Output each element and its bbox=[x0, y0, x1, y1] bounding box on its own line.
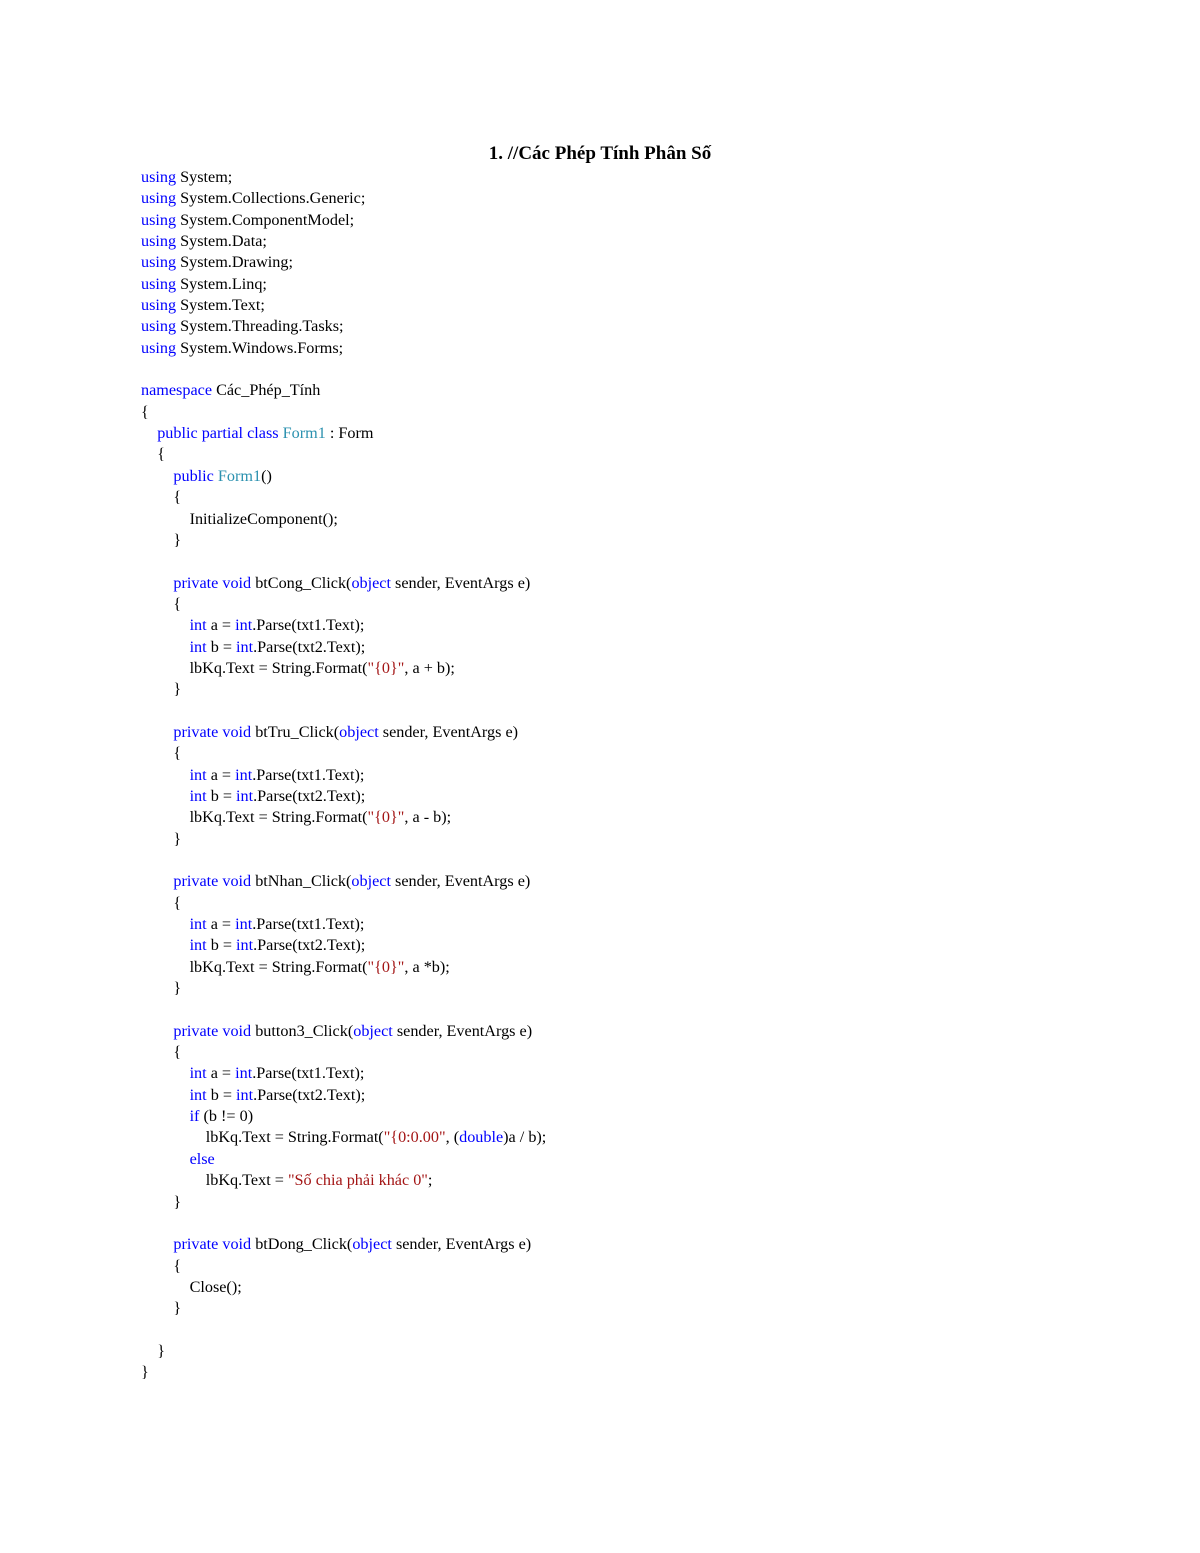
code-text: sender, EventArgs e) bbox=[391, 1235, 532, 1254]
code-text: } bbox=[141, 530, 182, 549]
code-text: System; bbox=[176, 168, 233, 186]
code-text: b = bbox=[206, 637, 237, 656]
code-text: { bbox=[141, 744, 182, 763]
code-text: System.Data; bbox=[176, 232, 267, 251]
code-text: sender, EventArgs e) bbox=[390, 872, 531, 891]
code-keyword: using bbox=[141, 317, 177, 336]
code-text bbox=[141, 723, 173, 741]
code-text: , a - b); bbox=[404, 808, 452, 827]
code-line bbox=[141, 765, 546, 786]
code-keyword: int bbox=[189, 1064, 207, 1083]
code-text: sender, EventArgs e) bbox=[391, 573, 531, 592]
code-text: sender, EventArgs e) bbox=[378, 722, 519, 741]
code-line bbox=[141, 1021, 546, 1042]
code-string: "{0:0.00" bbox=[383, 1128, 446, 1147]
code-keyword: int bbox=[189, 915, 207, 934]
code-text bbox=[141, 424, 157, 442]
code-keyword: int bbox=[236, 786, 254, 805]
code-keyword: else bbox=[189, 1149, 215, 1168]
code-text: System.Collections.Generic; bbox=[176, 189, 366, 208]
code-text bbox=[141, 467, 173, 485]
code-keyword: object bbox=[351, 872, 391, 891]
code-text: btTru_Click( bbox=[251, 722, 340, 741]
code-text: .Parse(txt2.Text); bbox=[253, 786, 366, 805]
code-keyword: namespace bbox=[141, 381, 213, 400]
code-line bbox=[141, 466, 546, 487]
code-keyword: int bbox=[189, 616, 207, 635]
code-text: b = bbox=[206, 1085, 237, 1104]
code-text: lbKq.Text = String.Format( bbox=[141, 957, 368, 976]
code-keyword: using bbox=[141, 274, 177, 293]
code-line bbox=[141, 1149, 546, 1170]
code-text: Close(); bbox=[141, 1277, 242, 1296]
code-keyword: double bbox=[459, 1128, 504, 1147]
code-line bbox=[141, 807, 546, 828]
code-string: "{0}" bbox=[367, 658, 405, 677]
code-text: lbKq.Text = String.Format( bbox=[141, 808, 368, 827]
code-text bbox=[141, 787, 190, 805]
code-text: , a *b); bbox=[404, 957, 450, 976]
code-keyword: using bbox=[141, 253, 177, 272]
code-keyword: int bbox=[189, 1085, 207, 1104]
code-text: } bbox=[141, 1341, 165, 1360]
code-line bbox=[141, 1320, 546, 1341]
code-text: { bbox=[141, 1256, 182, 1275]
code-keyword: private void bbox=[173, 872, 252, 891]
code-text: .Parse(txt1.Text); bbox=[252, 765, 365, 784]
code-line bbox=[141, 509, 546, 530]
code-keyword: private void bbox=[173, 1235, 252, 1254]
code-text bbox=[141, 872, 173, 890]
code-line bbox=[141, 210, 546, 231]
code-keyword: object bbox=[339, 722, 379, 741]
code-line bbox=[141, 487, 546, 508]
code-line bbox=[141, 1213, 546, 1234]
code-line bbox=[141, 999, 546, 1020]
code-line bbox=[141, 188, 546, 209]
code-text: : Form bbox=[325, 424, 374, 443]
code-block bbox=[141, 167, 546, 1384]
code-line bbox=[141, 658, 546, 679]
code-line bbox=[141, 935, 546, 956]
code-line bbox=[141, 1085, 546, 1106]
code-keyword: using bbox=[141, 189, 177, 208]
code-line bbox=[141, 530, 546, 551]
code-text: .Parse(txt2.Text); bbox=[253, 1085, 366, 1104]
code-text: btCong_Click( bbox=[251, 573, 352, 592]
code-line bbox=[141, 615, 546, 636]
code-keyword: int bbox=[236, 1085, 254, 1104]
code-text: System.Text; bbox=[176, 296, 265, 315]
code-keyword: public partial class bbox=[157, 424, 279, 443]
code-text: lbKq.Text = String.Format( bbox=[141, 1128, 384, 1147]
code-string: "{0}" bbox=[367, 808, 405, 827]
code-text: , a + b); bbox=[404, 658, 455, 677]
code-text bbox=[141, 1235, 173, 1253]
code-text: .Parse(txt1.Text); bbox=[252, 616, 365, 635]
code-keyword: int bbox=[236, 637, 254, 656]
code-line bbox=[141, 316, 546, 337]
code-line bbox=[141, 1042, 546, 1063]
code-line bbox=[141, 295, 546, 316]
code-text: Các_Phép_Tính bbox=[212, 381, 321, 400]
code-text: () bbox=[261, 466, 272, 485]
code-text: { bbox=[141, 445, 165, 464]
code-text bbox=[141, 1086, 190, 1104]
code-line bbox=[141, 1106, 546, 1127]
code-keyword: object bbox=[351, 573, 391, 592]
code-keyword: object bbox=[352, 1235, 392, 1254]
code-line bbox=[141, 1192, 546, 1213]
code-keyword: int bbox=[189, 786, 207, 805]
code-line bbox=[141, 167, 546, 188]
code-line bbox=[141, 1170, 546, 1191]
code-string: "Số chia phải khác 0" bbox=[287, 1171, 428, 1190]
code-line bbox=[141, 1362, 546, 1383]
code-text: } bbox=[141, 979, 182, 998]
code-keyword: public bbox=[173, 466, 214, 485]
code-text: btNhan_Click( bbox=[251, 872, 352, 891]
code-keyword: using bbox=[141, 210, 177, 229]
code-line bbox=[141, 850, 546, 871]
code-text: { bbox=[141, 594, 182, 613]
code-text bbox=[141, 1107, 190, 1125]
code-text: .Parse(txt1.Text); bbox=[252, 1064, 365, 1083]
code-text: } bbox=[141, 1299, 182, 1318]
code-keyword: int bbox=[189, 637, 207, 656]
code-line bbox=[141, 679, 546, 700]
code-keyword: using bbox=[141, 296, 177, 315]
code-line bbox=[141, 444, 546, 465]
code-line bbox=[141, 1127, 546, 1148]
code-keyword: int bbox=[189, 765, 207, 784]
code-line bbox=[141, 1341, 546, 1362]
code-keyword: int bbox=[189, 936, 207, 955]
code-text: a = bbox=[206, 616, 236, 635]
code-keyword: object bbox=[353, 1021, 393, 1040]
code-keyword: using bbox=[141, 232, 177, 251]
code-text: } bbox=[141, 1363, 149, 1382]
code-text bbox=[141, 616, 190, 634]
code-line bbox=[141, 957, 546, 978]
code-keyword: int bbox=[235, 1064, 253, 1083]
code-line bbox=[141, 829, 546, 850]
code-line bbox=[141, 871, 546, 892]
code-text: b = bbox=[206, 786, 237, 805]
code-text bbox=[141, 766, 190, 784]
code-line bbox=[141, 1298, 546, 1319]
code-text: } bbox=[141, 829, 182, 848]
code-text: System.ComponentModel; bbox=[176, 210, 355, 229]
code-line bbox=[141, 359, 546, 380]
code-line bbox=[141, 743, 546, 764]
code-keyword: using bbox=[141, 168, 177, 186]
code-line bbox=[141, 786, 546, 807]
code-line bbox=[141, 978, 546, 999]
code-text: { bbox=[141, 402, 149, 421]
code-text: sender, EventArgs e) bbox=[392, 1021, 533, 1040]
code-keyword: int bbox=[236, 936, 254, 955]
code-text: )a / b); bbox=[503, 1128, 547, 1147]
code-keyword: if bbox=[189, 1107, 200, 1126]
code-text: System.Windows.Forms; bbox=[176, 338, 344, 357]
code-keyword: private void bbox=[173, 573, 252, 592]
code-text bbox=[141, 1150, 190, 1168]
code-text: b = bbox=[206, 936, 237, 955]
code-line bbox=[141, 701, 546, 722]
code-line bbox=[141, 252, 546, 273]
code-text: .Parse(txt2.Text); bbox=[253, 637, 366, 656]
code-text bbox=[141, 1064, 190, 1082]
code-type-name: Form1 bbox=[217, 466, 262, 485]
code-line bbox=[141, 594, 546, 615]
code-text: System.Threading.Tasks; bbox=[176, 317, 344, 336]
code-text: { bbox=[141, 893, 182, 912]
code-text bbox=[141, 1022, 173, 1040]
code-text: System.Drawing; bbox=[176, 253, 293, 272]
code-text bbox=[141, 574, 173, 592]
code-line bbox=[141, 573, 546, 594]
code-line bbox=[141, 1277, 546, 1298]
code-keyword: int bbox=[235, 915, 253, 934]
code-text: a = bbox=[206, 915, 236, 934]
code-text: .Parse(txt2.Text); bbox=[253, 936, 366, 955]
code-text: .Parse(txt1.Text); bbox=[252, 915, 365, 934]
code-text bbox=[141, 936, 190, 954]
code-line bbox=[141, 893, 546, 914]
code-text: System.Linq; bbox=[176, 274, 267, 293]
document-title: 1. //Các Phép Tính Phân Số bbox=[488, 143, 712, 164]
code-text bbox=[141, 638, 190, 656]
code-line bbox=[141, 1256, 546, 1277]
code-keyword: int bbox=[235, 765, 253, 784]
code-type-name: Form1 bbox=[282, 424, 326, 443]
code-line bbox=[141, 274, 546, 295]
code-line bbox=[141, 231, 546, 252]
code-line bbox=[141, 637, 546, 658]
code-line bbox=[141, 338, 546, 359]
code-text: ; bbox=[427, 1171, 433, 1190]
code-text: btDong_Click( bbox=[251, 1235, 353, 1254]
code-text: { bbox=[141, 1043, 182, 1062]
code-string: "{0}" bbox=[367, 957, 405, 976]
code-line bbox=[141, 914, 546, 935]
code-text: , ( bbox=[445, 1128, 460, 1147]
code-keyword: int bbox=[235, 616, 253, 635]
code-keyword: using bbox=[141, 338, 177, 357]
code-text: { bbox=[141, 488, 182, 507]
code-text: a = bbox=[206, 765, 236, 784]
code-text: (b != 0) bbox=[199, 1107, 254, 1126]
code-text: a = bbox=[206, 1064, 236, 1083]
code-keyword: private void bbox=[173, 722, 252, 741]
code-line bbox=[141, 722, 546, 743]
code-line bbox=[141, 1234, 546, 1255]
code-text bbox=[141, 915, 190, 933]
code-line bbox=[141, 1063, 546, 1084]
code-line bbox=[141, 423, 546, 444]
code-text: } bbox=[141, 1192, 182, 1211]
code-line bbox=[141, 380, 546, 401]
code-text: lbKq.Text = String.Format( bbox=[141, 658, 368, 677]
code-text: InitializeComponent(); bbox=[141, 509, 338, 528]
code-text: button3_Click( bbox=[251, 1021, 354, 1040]
code-text: lbKq.Text = bbox=[141, 1171, 288, 1190]
code-line bbox=[141, 551, 546, 572]
code-text: } bbox=[141, 680, 182, 699]
code-keyword: private void bbox=[173, 1021, 252, 1040]
code-line bbox=[141, 402, 546, 423]
